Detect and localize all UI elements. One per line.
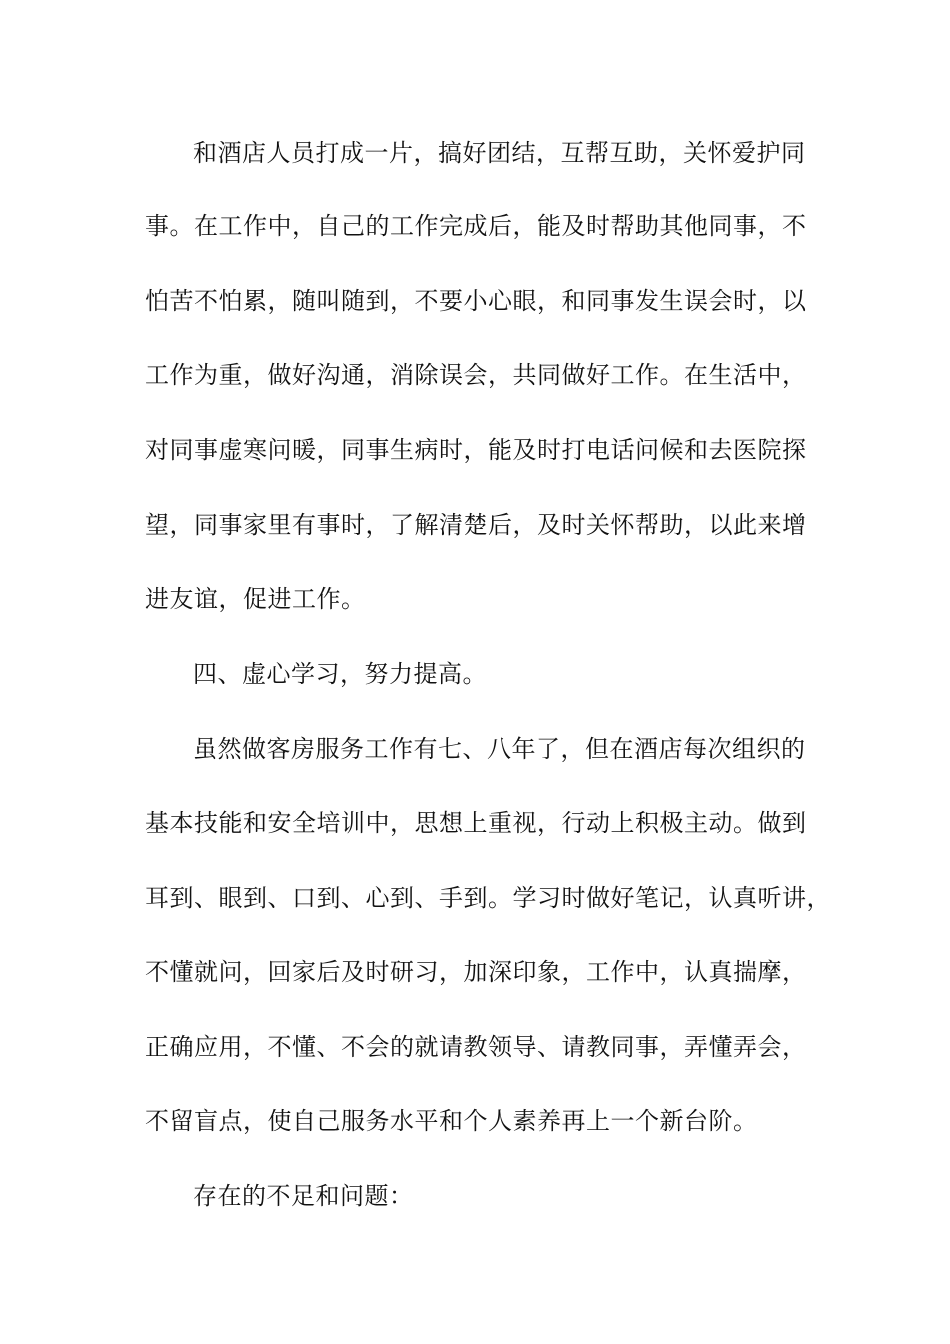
paragraph-line: 虽然做客房服务工作有七、八年了，但在酒店每次组织的	[193, 735, 806, 763]
paragraph-line: 进友谊，促进工作。	[145, 585, 366, 613]
section-heading: 四、虚心学习，努力提高。	[193, 660, 487, 688]
paragraph-line: 耳到、眼到、口到、心到、手到。学习时做好笔记，认真听讲，	[145, 884, 831, 912]
section-heading: 存在的不足和问题：	[193, 1182, 414, 1210]
paragraph-line: 怕苦不怕累，随叫随到，不要小心眼，和同事发生误会时，以	[145, 287, 807, 315]
paragraph-line: 正确应用，不懂、不会的就请教领导、请教同事，弄懂弄会，	[145, 1033, 807, 1061]
paragraph-line: 对同事虚寒问暖，同事生病时，能及时打电话问候和去医院探	[145, 436, 807, 464]
paragraph-line: 和酒店人员打成一片，搞好团结，互帮互助，关怀爱护同	[193, 139, 806, 167]
paragraph-line: 工作为重，做好沟通，消除误会，共同做好工作。在生活中，	[145, 361, 807, 389]
paragraph-line: 望，同事家里有事时，了解清楚后，及时关怀帮助，以此来增	[145, 511, 807, 539]
paragraph-line: 不留盲点，使自己服务水平和个人素养再上一个新台阶。	[145, 1107, 758, 1135]
paragraph-line: 不懂就问，回家后及时研习，加深印象，工作中，认真揣摩，	[145, 958, 807, 986]
paragraph-line: 事。在工作中，自己的工作完成后，能及时帮助其他同事，不	[145, 212, 807, 240]
paragraph-line: 基本技能和安全培训中，思想上重视，行动上积极主动。做到	[145, 809, 807, 837]
